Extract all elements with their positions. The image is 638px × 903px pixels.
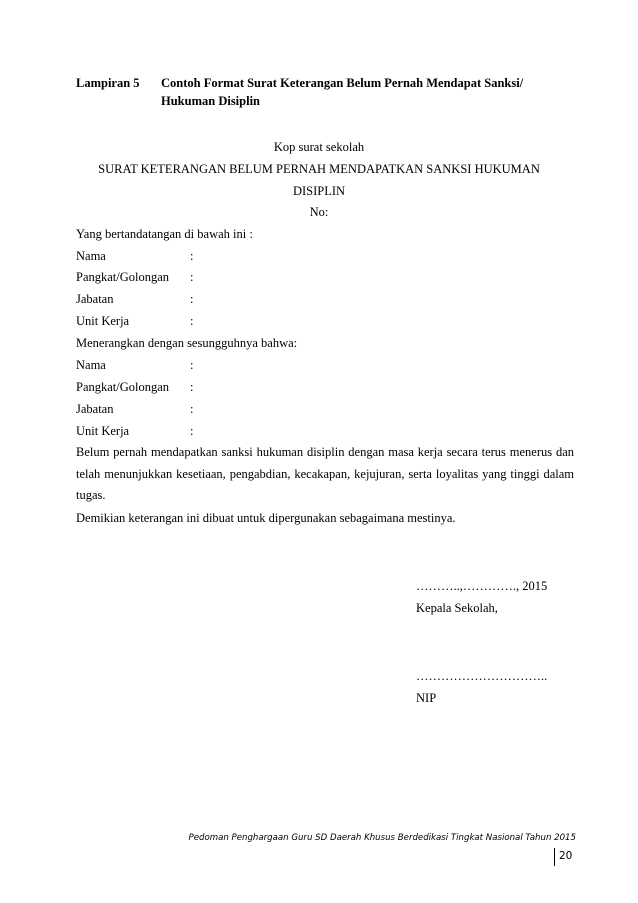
field-label: Jabatan xyxy=(76,402,114,416)
field-label: Unit Kerja xyxy=(76,314,130,328)
intro-text: Yang bertandatangan di bawah ini : xyxy=(76,227,253,241)
field-label: Nama xyxy=(76,249,106,263)
appendix-title-line2: Hukuman Disiplin xyxy=(161,94,261,108)
signer-nip: NIP xyxy=(416,691,437,705)
field-colon: : xyxy=(190,358,194,372)
field-colon: : xyxy=(190,314,194,328)
letterhead: Kop surat sekolah xyxy=(273,140,365,154)
field-label: Jabatan xyxy=(76,292,114,306)
field-colon: : xyxy=(190,270,194,284)
field-colon: : xyxy=(190,292,194,306)
appendix-label: Lampiran 5 xyxy=(76,76,140,90)
field-colon: : xyxy=(190,249,194,263)
appendix-title-line1: Contoh Format Surat Keterangan Belum Pernah Mendapat Sanksi/ xyxy=(161,76,524,90)
field-label: Nama xyxy=(76,358,106,372)
field-colon: : xyxy=(190,380,194,394)
letter-title-line1: SURAT KETERANGAN BELUM PERNAH MENDAPATKAN SANKSI HUKUMAN xyxy=(98,162,540,176)
letter-title-line2: DISIPLIN xyxy=(292,184,346,198)
field-label: Unit Kerja xyxy=(76,424,130,438)
field-colon: : xyxy=(190,424,194,438)
page-number: 20 xyxy=(559,850,573,862)
signer-name-line: ………………………….. xyxy=(416,669,548,683)
statement-intro: Menerangkan dengan sesungguhnya bahwa: xyxy=(76,336,298,350)
closing-text: Demikian keterangan ini dibuat untuk dipergunakan sebagaimana mestinya. xyxy=(76,511,456,525)
field-colon: : xyxy=(190,402,194,416)
letter-number: No: xyxy=(309,205,329,219)
footer-text: Pedoman Penghargaan Guru SD Daerah Khusus Berdedikasi Tingkat Nasional Tahun 2015 xyxy=(188,833,576,843)
field-label: Pangkat/Golongan xyxy=(76,270,170,284)
place-date: ………..,…………., 2015 xyxy=(416,579,548,593)
field-label: Pangkat/Golongan xyxy=(76,380,170,394)
signer-position: Kepala Sekolah, xyxy=(416,601,498,615)
body-paragraph: Belum pernah mendapatkan sanksi hukuman disiplin dengan masa kerja secara terus menerus dan telah menunjukkan kesetiaan, pengabdian, kecakapan, kejujuran, serta loyalitas yang tinggi dalam tugas. xyxy=(76,445,574,503)
page-number-divider xyxy=(554,848,555,866)
